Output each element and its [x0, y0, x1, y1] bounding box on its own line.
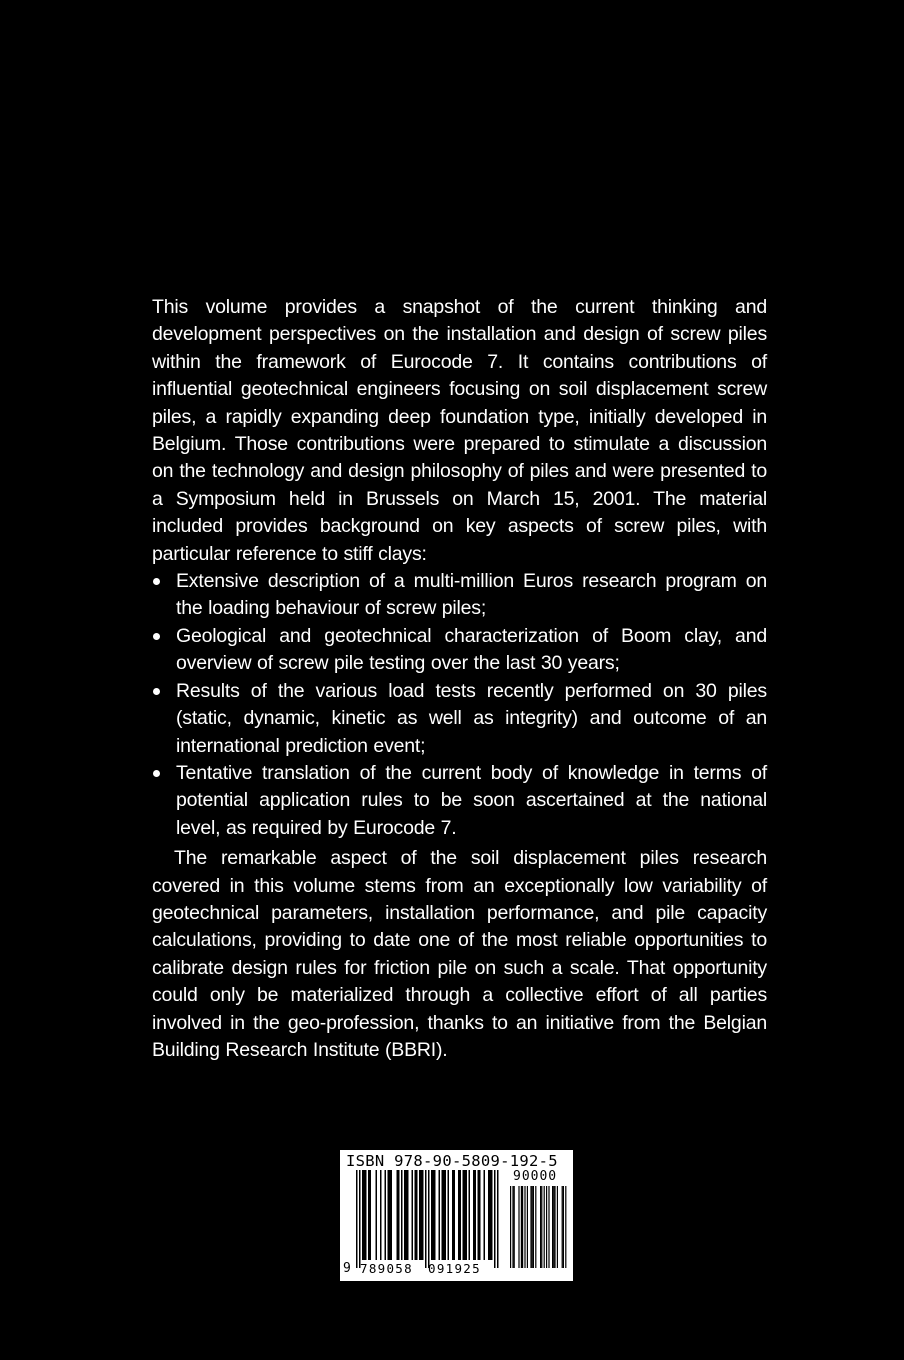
- ean-left-group: 789058: [360, 1261, 413, 1276]
- addon-bar: [544, 1186, 545, 1268]
- isbn-number: ISBN 978-90-5809-192-5: [346, 1152, 558, 1170]
- addon-bar: [546, 1186, 547, 1268]
- topic-item: [152, 568, 767, 623]
- barcode-bar: [359, 1170, 361, 1268]
- addon-bar: [521, 1186, 522, 1268]
- barcode-bar: [475, 1170, 477, 1260]
- bullet-icon: [153, 633, 160, 640]
- barcode-bar: [404, 1170, 406, 1260]
- topic-text: Extensive description of a multi-million Euros research program on the loading behaviour of screw piles;: [176, 570, 767, 620]
- barcode-bar: [419, 1170, 421, 1260]
- barcode-bar: [425, 1170, 427, 1268]
- topic-text: Geological and geotechnical characterization of Boom clay, and overview of screw pile testing over the last 30 years;: [176, 624, 767, 675]
- barcode-bar: [391, 1170, 393, 1260]
- bullet-icon: [153, 688, 160, 695]
- barcode-bar: [356, 1170, 358, 1268]
- price-addon: 90000: [513, 1169, 558, 1184]
- barcode-bar: [454, 1170, 456, 1260]
- addon-bar: [565, 1186, 566, 1268]
- barcode-bar: [422, 1170, 424, 1260]
- bullet-icon: [153, 770, 160, 777]
- addon-bar: [533, 1186, 534, 1268]
- barcode-bar: [469, 1170, 471, 1260]
- barcode-bar: [388, 1170, 390, 1260]
- addon-bar: [530, 1186, 531, 1268]
- barcode-bar: [380, 1170, 382, 1260]
- addon-bar: [535, 1186, 536, 1268]
- addon-bar: [548, 1186, 549, 1268]
- barcode-bar: [397, 1170, 399, 1260]
- addon-bar: [524, 1186, 525, 1268]
- isbn-barcode: [340, 1150, 573, 1281]
- barcode-bar: [488, 1170, 490, 1260]
- barcode-bar: [443, 1170, 445, 1260]
- barcode-bar: [412, 1170, 414, 1260]
- addon-bar: [541, 1186, 542, 1268]
- topics-list: [152, 568, 767, 842]
- barcode-bar: [428, 1170, 430, 1268]
- barcode-bar: [389, 1170, 391, 1260]
- intro-paragraph: This volume provides a snapshot of the current thinking and development perspectives on the installation and design of screw piles within the framework of Eurocode 7. It contains contributions of influential geotechnical engineers focusing on soil displacement screw piles, a rapidly expanding deep foundation type, initially developed in Belgium. Those contributions were prepared to stimulate a discussion on the technology and design philosophy of piles and were presented to a Symposium held in Brussels on March 15, 2001. The material included provides background on key aspects of screw piles, with particular reference to stiff clays:: [152, 296, 767, 565]
- addon-bar: [522, 1186, 523, 1268]
- addon-bar: [510, 1186, 511, 1268]
- barcode-bar: [445, 1170, 447, 1260]
- barcode-bar: [442, 1170, 444, 1260]
- topic-text: Tentative translation of the current body of knowledge in terms of potential application rules to be soon ascertained at the national level, as required by Eurocode 7.: [176, 761, 767, 839]
- addon-bar: [563, 1186, 564, 1268]
- topic-item: [152, 678, 767, 760]
- barcode-bar: [458, 1170, 460, 1260]
- closing-paragraph: The remarkable aspect of the soil displacement piles research covered in this volume stems from an exceptionally low variability of geotechnical parameters, installation performance, and pile capacity calculations, providing to date one of the most reliable opportunities to calibrate design rules for friction pile on such a scale. That opportunity could only be materialized through a collective effort of all parties involved in the geo-profession, thanks to an initiative from the Belgian Building Research Institute (BBRI).: [152, 847, 767, 1061]
- barcode-bar: [368, 1170, 370, 1260]
- barcode-bar: [431, 1170, 433, 1260]
- barcode-bar: [452, 1170, 454, 1260]
- addon-bar: [512, 1186, 513, 1268]
- barcode-bar: [473, 1170, 475, 1260]
- barcode-bar: [421, 1170, 423, 1260]
- barcode-bar: [448, 1170, 450, 1260]
- barcode-bar: [434, 1170, 436, 1260]
- barcode-bar: [439, 1170, 441, 1260]
- barcode-bar: [364, 1170, 366, 1260]
- addon-bar: [554, 1186, 555, 1268]
- barcode-bar: [415, 1170, 417, 1260]
- addon-bar: [552, 1186, 553, 1268]
- barcode-bar: [464, 1170, 466, 1260]
- bullet-icon: [153, 578, 160, 585]
- barcode-bar: [494, 1170, 496, 1268]
- topic-item: [152, 760, 767, 842]
- ean-first-digit: 9: [343, 1261, 351, 1276]
- barcode-bar: [460, 1170, 462, 1260]
- barcode-bar: [433, 1170, 435, 1260]
- addon-bar: [557, 1186, 558, 1268]
- barcode-bar: [463, 1170, 465, 1260]
- addon-bar: [532, 1186, 533, 1268]
- addon-bar: [514, 1186, 515, 1268]
- barcode-bar: [490, 1170, 492, 1260]
- addon-bar: [527, 1186, 528, 1268]
- barcode-bar: [385, 1170, 387, 1260]
- barcode-bar: [362, 1170, 364, 1260]
- barcode-bar: [497, 1170, 499, 1268]
- back-cover-blurb: [152, 294, 767, 1064]
- addon-bar: [553, 1186, 554, 1268]
- barcode-bar: [376, 1170, 378, 1260]
- barcode-bar: [479, 1170, 481, 1260]
- topic-text: Results of the various load tests recently performed on 30 piles (static, dynamic, kinetic as well as integrity) and outcome of an international prediction event;: [176, 679, 767, 757]
- addon-bar: [518, 1186, 519, 1268]
- ean-right-group: 091925: [428, 1261, 481, 1276]
- barcode-bar: [407, 1170, 409, 1260]
- barcode-bar: [478, 1170, 480, 1260]
- barcode-bar: [416, 1170, 418, 1260]
- barcode-bar: [466, 1170, 468, 1260]
- barcode-bar: [484, 1170, 486, 1260]
- barcode-bar: [370, 1170, 372, 1260]
- addon-bar: [562, 1186, 563, 1268]
- addon-bar: [540, 1186, 541, 1268]
- barcode-bar: [401, 1170, 403, 1260]
- topic-item: [152, 623, 767, 678]
- barcode-bar: [398, 1170, 400, 1260]
- barcode-bar: [406, 1170, 408, 1260]
- barcode-bar: [365, 1170, 367, 1260]
- barcode-bar: [491, 1170, 493, 1260]
